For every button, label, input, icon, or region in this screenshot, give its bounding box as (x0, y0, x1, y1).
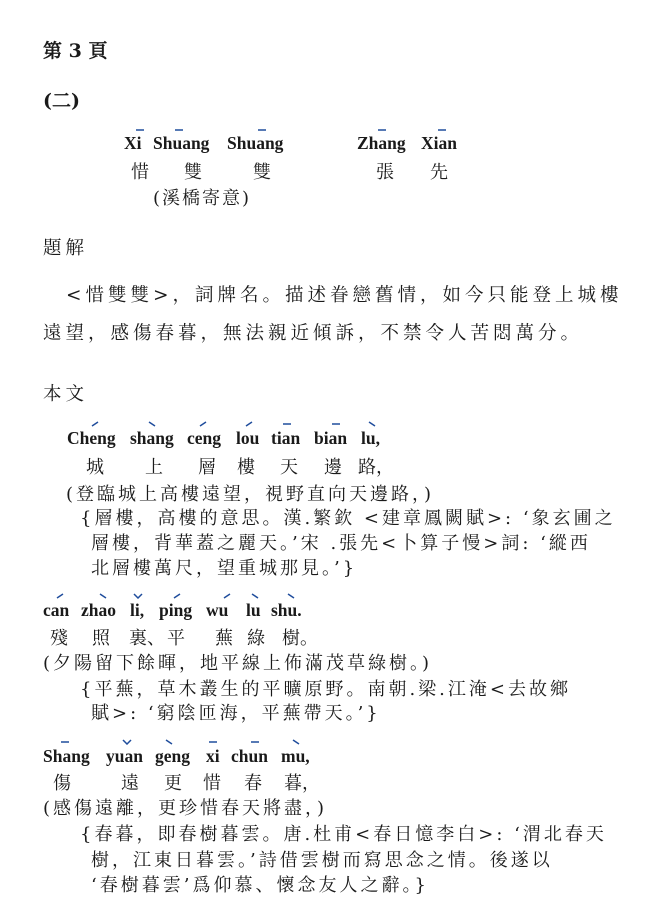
stanza-1-note-1: {層樓，高樓的意思。漢.繁欽 <建章鳳闕賦>: ‘象玄圃之 (80, 508, 616, 529)
tone-mark-icon (147, 421, 157, 427)
tone-mark-icon (257, 127, 267, 133)
tone-mark-icon (291, 739, 301, 745)
pinyin-word: mu, (281, 746, 310, 766)
tone-mark-icon (133, 593, 143, 599)
title-pinyin-3: Shuang (227, 133, 284, 153)
pinyin-word: Cheng (67, 428, 116, 448)
pinyin-word: tian (271, 428, 301, 448)
pinyin-word: yuan (106, 746, 143, 766)
hanzi: 傷 (53, 773, 71, 794)
pinyin-word: ping (159, 600, 193, 620)
section-label: (二) (43, 90, 80, 112)
pinyin-word: lou (236, 428, 260, 448)
hanzi: 平 (167, 628, 185, 649)
tone-mark-icon (122, 739, 132, 745)
pinyin-word: shu. (271, 600, 302, 620)
hanzi: 蕪 (215, 628, 233, 649)
pinyin-word: ceng (187, 428, 222, 448)
tone-mark-icon (367, 421, 377, 427)
stanza-2-note-1: {平蕪，草木叢生的平曠原野。南朝.梁.江淹<去故鄉 (80, 679, 571, 700)
hanzi: 春 (244, 773, 262, 794)
tone-mark-icon (164, 739, 174, 745)
pinyin-word: shang (130, 428, 174, 448)
hanzi: 上 (145, 457, 163, 478)
tone-mark-icon (172, 593, 182, 599)
author-pinyin-1: Zhang (357, 133, 406, 153)
tone-mark-icon (377, 127, 387, 133)
tone-mark-icon (60, 739, 70, 745)
stanza-3-translation: (感傷遠離，更珍惜春天將盡，) (43, 798, 328, 819)
tone-mark-icon (55, 593, 65, 599)
hanzi: 天 (280, 457, 298, 478)
pinyin-word: zhao (81, 600, 116, 620)
stanza-1-translation: (登臨城上高樓遠望，視野直向天邊路，) (66, 484, 435, 505)
explanation-line-2: 遠望，感傷春暮，無法親近傾訴，不禁令人苦悶萬分。 (43, 323, 584, 344)
tone-mark-icon (282, 421, 292, 427)
hanzi: 邊 (324, 457, 342, 478)
tone-mark-icon (222, 593, 232, 599)
stanza-2-note-2: 賦>: ‘窮陰匝海，平蕪帶天。’} (91, 703, 381, 724)
title-char-2: 雙 (184, 162, 202, 183)
stanza-1-note-2: 層樓，背華蓋之麗天。’宋 .張先<卜算子慢>詞: ‘縱西 (91, 533, 591, 554)
stanza-2-translation: (夕陽留下餘暉，地平線上佈滿茂草綠樹。) (43, 653, 433, 674)
hanzi: 綠 (247, 628, 265, 649)
tone-mark-icon (286, 593, 296, 599)
hanzi: 樹。 (282, 628, 318, 649)
tone-mark-icon (135, 127, 145, 133)
hanzi: 更 (164, 773, 182, 794)
title-subtitle: (溪橋寄意) (153, 188, 252, 209)
title-char-1: 惜 (131, 162, 149, 183)
pinyin-word: chun (231, 746, 268, 766)
hanzi: 樓 (237, 457, 255, 478)
author-char-1: 張 (376, 162, 394, 183)
hanzi: 裏、 (129, 628, 165, 649)
tone-mark-icon (250, 593, 260, 599)
stanza-3-note-1: {春暮，即春樹暮雲。唐.杜甫<春日憶李白>: ‘渭北春天 (80, 824, 607, 845)
explanation-line-1: <惜雙雙>，詞牌名。描述眷戀舊情，如今只能登上城樓 (66, 285, 623, 306)
pinyin-word: xi (206, 746, 220, 766)
tone-mark-icon (437, 127, 447, 133)
title-pinyin-2: Shuang (153, 133, 210, 153)
explanation-heading: 題解 (43, 238, 89, 259)
hanzi: 殘 (50, 628, 68, 649)
tone-mark-icon (198, 421, 208, 427)
hanzi: 層 (198, 457, 216, 478)
stanza-3-note-3: ‘春樹暮雲’爲仰慕、懷念友人之辭。} (91, 875, 429, 896)
hanzi: 遠 (121, 773, 139, 794)
pinyin-word: lu, (361, 428, 380, 448)
tone-mark-icon (98, 593, 108, 599)
pinyin-word: bian (314, 428, 348, 448)
tone-mark-icon (174, 127, 184, 133)
title-char-3: 雙 (253, 162, 271, 183)
pinyin-word: Shang (43, 746, 90, 766)
page-number: 第 3 頁 (43, 40, 108, 62)
pinyin-word: wu (206, 600, 229, 620)
author-pinyin-2: Xian (421, 133, 457, 153)
hanzi: 暮， (284, 773, 320, 794)
stanza-3-note-2: 樹，江東日暮雲。’詩借雲樹而寫思念之情。後遂以 (91, 850, 553, 871)
text-heading: 本文 (43, 384, 89, 405)
hanzi: 照 (92, 628, 110, 649)
pinyin-word: can (43, 600, 70, 620)
tone-mark-icon (90, 421, 100, 427)
hanzi: 路， (358, 457, 394, 478)
pinyin-word: lu (246, 600, 261, 620)
pinyin-word: li, (130, 600, 145, 620)
tone-mark-icon (250, 739, 260, 745)
tone-mark-icon (244, 421, 254, 427)
tone-mark-icon (208, 739, 218, 745)
title-pinyin-1: Xi (124, 133, 142, 153)
tone-mark-icon (331, 421, 341, 427)
stanza-1-note-3: 北層樓萬尺，望重城那見。’} (91, 558, 358, 579)
author-char-2: 先 (430, 162, 448, 183)
pinyin-word: geng (155, 746, 190, 766)
hanzi: 城 (86, 457, 104, 478)
hanzi: 惜 (203, 773, 221, 794)
